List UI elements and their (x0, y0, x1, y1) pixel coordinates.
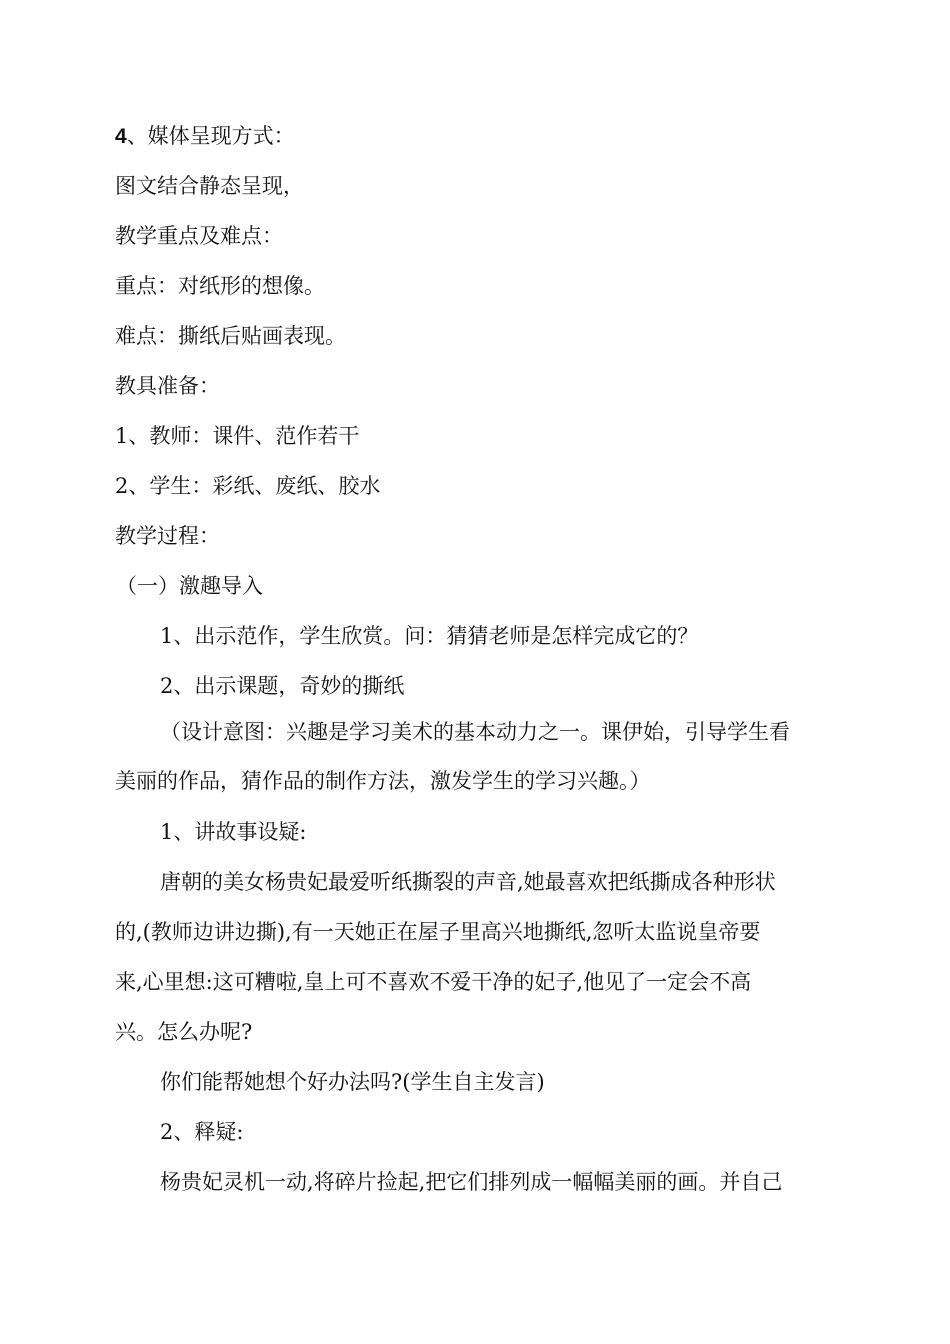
media-heading-text: 、媒体呈现方式： (126, 124, 295, 148)
media-heading (115, 121, 295, 152)
materials-heading: 教具准备： (115, 374, 220, 398)
key-points-heading: 教学重点及难点： (115, 224, 283, 248)
story-line4: 兴。怎么办呢? (115, 1020, 253, 1044)
materials-student: 2、学生：彩纸、废纸、胶水 (115, 474, 381, 498)
resolve-heading: 2、释疑: (160, 1120, 244, 1144)
story-line3: 来,心里想:这可糟啦,皇上可不喜欢不爱干净的妃子,他见了一定会不高 (115, 970, 752, 994)
story-line1: 唐朝的美女杨贵妃最爱听纸撕裂的声音,她最喜欢把纸撕成各种形状 (160, 870, 776, 894)
step-show-title: 2、出示课题，奇妙的撕纸 (160, 674, 405, 698)
media-heading-number: 4 (115, 125, 127, 148)
story-question: 你们能帮她想个好办法吗?(学生自主发言) (160, 1070, 545, 1094)
design-intent-line1: （设计意图：兴趣是学习美术的基本动力之一。课伊始，引导学生看 (160, 720, 790, 744)
design-intent-line2: 美丽的作品，猜作品的制作方法，激发学生的学习兴趣。） (115, 769, 651, 793)
materials-teacher: 1、教师：课件、范作若干 (115, 424, 360, 448)
difficult-point: 难点：撕纸后贴画表现。 (115, 324, 346, 348)
section-one-heading: （一）激趣导入 (116, 574, 263, 598)
key-point: 重点：对纸形的想像。 (115, 274, 325, 298)
process-heading: 教学过程： (115, 524, 220, 548)
story-heading: 1、讲故事设疑: (160, 820, 307, 844)
resolve-line1: 杨贵妃灵机一动,将碎片捡起,把它们排列成一幅幅美丽的画。并自己 (160, 1170, 783, 1194)
step-show-sample: 1、出示范作，学生欣赏。问：猜猜老师是怎样完成它的？ (160, 624, 699, 648)
media-description: 图文结合静态呈现， (115, 174, 304, 198)
story-line2: 的,(教师边讲边撕),有一天她正在屋子里高兴地撕纸,忽听太监说皇帝要 (115, 920, 761, 944)
